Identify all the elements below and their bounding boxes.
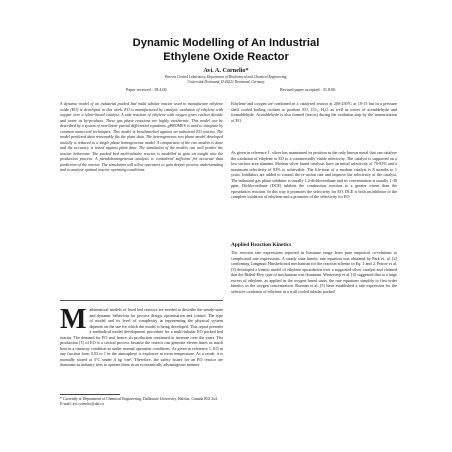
author-name: Avi. A. Cornelio* xyxy=(203,67,249,74)
right-paragraph-1 xyxy=(231,101,397,123)
paper-title-line-2: Ethylene Oxide Reactor xyxy=(163,51,289,63)
revised-date: Revised paper accepted : 31.8.06 xyxy=(280,87,336,92)
affiliation-line-1: Process Control Laboratory, Department of Biochemical and Chemical Engineering, xyxy=(164,75,288,79)
right-paragraph-3 xyxy=(231,250,397,294)
abstract-divider xyxy=(60,300,223,301)
drop-cap: M xyxy=(60,304,87,335)
footnote-affiliation: * Currently at Department of Chemical Engineering, Dalhousie University, Halifax, Canada B3J 2x4 xyxy=(60,397,217,401)
footnote xyxy=(60,397,223,407)
introduction-text: athematical models of fixed bed reactors are needed to describe the steady-state and dynamic behaviour for process design, optimisation and control. The type of model and its level of complexity in representing the physical system depends on the use for which the model is being developed. This report presents a methodical model development procedure for a multi-tubular EO packed bed reactor. The demand for EO and, hence, its production continued to increase over the years. The production [1] of EO is a critical process because the reactor can generate eleven times as much heat in a runaway condition as under normal operation conditions. As given in reference 1, EO in any fraction from 0.03 to 1 in the atmosphere is explosive at room temperature. As a result, it is normally stored at 5°C under 4 kg /cm². Therefore, the safety issues for an EO reactor are dominant as industry tries to operate them in an economically advantageous manner. xyxy=(60,307,223,368)
received-date: Paper received : 18.4.06 xyxy=(126,87,167,92)
right-paragraph-2 xyxy=(231,150,397,200)
footnote-email: E-mail: avi.cornelio@dal.ca xyxy=(60,401,104,406)
paragraph-text: As given in reference 1, silver has maintained its position as the only known metal that can catalyse the oxidation of ethylene to EO to a commercially viable selectivity. The catalyst is supported on a low surface area alumina. Modern silver based catalysts have an initial selectivity of 79-81% and a maximum selectivity of 83% is achievable. The life-time of a modern catalyst is 8 months to 1 years. Inhibitors are added to control the re-action rate and improve the selectivity of the catalyst. The industrial gas phase inhibitor is usually 1,2-dichloroethane and its concentration is usually 1-30 ppm. Dichloroethane (DCE) inhibits the combustion reaction to a greater extent than the epoxidation reaction. In this way it promotes the selectivity for EO. DCE is both an inhibitor of the complete oxidation of ethylene and a promoter of the selectivity for EO. xyxy=(231,150,397,200)
abstract xyxy=(60,101,223,173)
footnote-divider xyxy=(60,394,120,395)
abstract-text: A dynamic model of an industrial packed bed multi tubular reactor used to manufacture ethylene oxide (EO) is developed in this work. EO is manufactured by catalytic oxidation of ethylene with oxygen over a silver-based catalyst. A side reaction of ethylene with oxygen gives carbon dioxide and water as by-products. These gas phase reactions are highly exothermic. This model can be described by a system of non-linear partial differential equations. gPROMS® is used to integrate by common numerical techniques. This model is benchmarked against an industrial EO reactor. The model predicted data reasonably fits the plant data. The heterogeneous two phase model developed initially is reduced to a single phase homogeneous model. A comparison of the two models is done and the accuracy is tested against plant data. The simulation of the models can well predict the reactor behaviour. The packed bed multi-tubular reactor is modelled to gain an insight into the production process. A pseudohomogeneous analysis is considered sufficient for accurate data prediction of the reactor. The simulation will allow operators to gain deeper process understanding and to analyse optimal reactor operating conditions. xyxy=(60,101,223,172)
paragraph-text: The reaction rate expressions reported in literature range from pure empirical co-relations to complicated rate expressions. A steady state kinetic rate equation was obtained by Park et. al. [2] confirming Langmuir Hinshelwood mechanism for the reaction scheme in Eq. 1 and 2. Petrov et al.[3] developed a kinetic model of ethylene epoxidation over a supported silver catalyst and claimed that the Rideal-Eley type of mechanism was dominant. Westerterp et al. [4] suggested that at a large excess of ethylene, as applied in the oxygen based units, the rate equations simplify to first order kinetics in the oxygen concentration. Borman et al. [5] have established a rate expression for the selective oxidation of ethylene in a wall cooled tubular packed xyxy=(231,250,397,294)
affiliation-line-2: Universität Dortmund, D-44221 Dortmund, Germany xyxy=(187,79,265,84)
section-heading: Applied Reaction Kinetics xyxy=(231,242,292,248)
paper-title-line-1: Dynamic Modelling of An Industrial xyxy=(132,37,320,49)
paragraph-text: Ethylene and oxygen are combined in a catalysed reactor at 200-250°C at 10-15 bar in a pressure shell cooled boiling coolant to produce EO, CO₂, H₂O as well as traces of acetaldehyde and formaldehyde. Acetaldehyde is also formed (traces) during the oxidation step by the isomerization of EO. xyxy=(231,101,397,123)
introduction xyxy=(60,304,223,368)
